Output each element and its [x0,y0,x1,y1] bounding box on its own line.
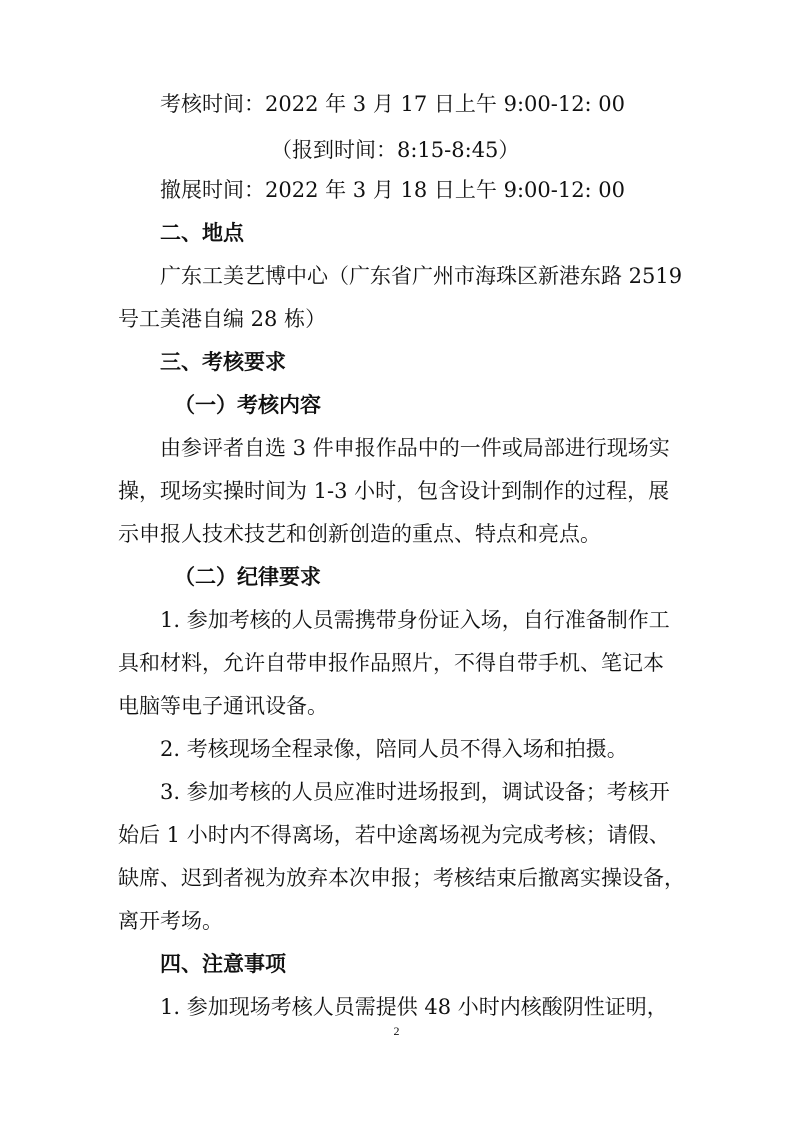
section-4-heading: 四、注意事项 [160,952,286,976]
subsection-2-heading: （二）纪律要求 [174,565,321,589]
section-3-heading: 三、考核要求 [160,350,286,374]
exam-time-line: 考核时间：2022 年 3 月 17 日上午 9:00-12: 00 [160,92,626,116]
location-line-2: 号工美港自编 28 栋） [118,307,327,331]
page-number: 2 [393,1024,400,1038]
section-2-heading: 二、地点 [160,221,244,245]
content-line-2: 操，现场实操时间为 1-3 小时，包含设计到制作的过程，展 [118,479,670,503]
note-1-line-1: 1. 参加现场考核人员需提供 48 小时内核酸阴性证明， [160,995,668,1019]
rule-2-line-1: 2. 考核现场全程录像，陪同人员不得入场和拍摄。 [160,737,628,761]
rule-1-line-2: 具和材料，允许自带申报作品照片，不得自带手机、笔记本 [118,651,664,675]
content-line-1: 由参评者自选 3 件申报作品中的一件或局部进行现场实 [160,436,670,460]
rule-3-line-3: 缺席、迟到者视为放弃本次申报；考核结束后撤离实操设备， [118,866,685,890]
location-line-1: 广东工美艺博中心（广东省广州市海珠区新港东路 2519 [160,264,683,288]
rule-3-line-2: 始后 1 小时内不得离场，若中途离场视为完成考核；请假、 [118,823,670,847]
rule-3-line-4: 离开考场。 [118,909,223,933]
rule-1-line-1: 1. 参加考核的人员需携带身份证入场，自行准备制作工 [160,608,670,632]
report-time-line: （报到时间：8:15-8:45） [271,138,520,162]
rule-1-line-3: 电脑等电子通讯设备。 [118,694,328,718]
withdraw-time-line: 撤展时间：2022 年 3 月 18 日上午 9:00-12: 00 [160,178,626,202]
subsection-1-heading: （一）考核内容 [174,393,321,417]
rule-3-line-1: 3. 参加考核的人员应准时进场报到，调试设备；考核开 [160,780,670,804]
content-line-3: 示申报人技术技艺和创新创造的重点、特点和亮点。 [118,522,601,546]
